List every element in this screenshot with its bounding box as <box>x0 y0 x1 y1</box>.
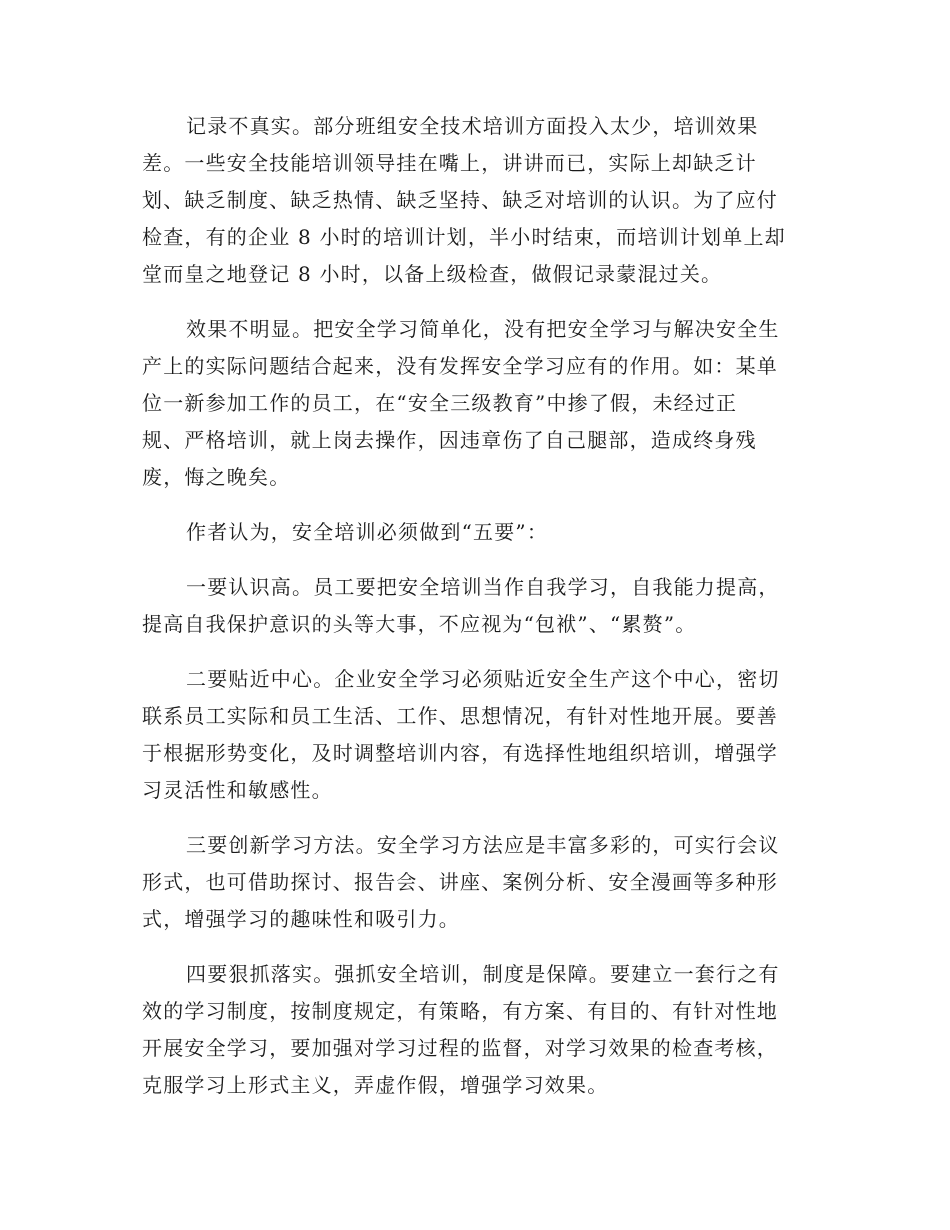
paragraph-requirement-two <box>142 661 802 809</box>
text-line: 效的学习制度，按制度规定，有策略，有方案、有目的、有针对性地 <box>142 999 778 1023</box>
text-line: 差。一些安全技能培训领导挂在嘴上，讲讲而已，实际上却缺乏计 <box>142 151 757 175</box>
text-line: 作者认为，安全培训必须做到“五要”： <box>186 520 549 544</box>
text-line: 形式，也可借助探讨、报告会、讲座、案例分析、安全漫画等多种形 <box>142 870 778 894</box>
text-line: 三要创新学习方法。安全学习方法应是丰富多彩的，可实行会议 <box>186 833 780 857</box>
paragraph-requirement-four <box>142 956 802 1104</box>
document-body <box>142 108 802 1122</box>
text-line: 克服学习上形式主义，弄虚作假，增强学习效果。 <box>142 1073 609 1097</box>
text-line: 一要认识高。员工要把安全培训当作自我学习，自我能力提高， <box>186 575 780 599</box>
paragraph-requirement-three <box>142 827 802 938</box>
text-line: 位一新参加工作的员工，在“安全三级教育”中掺了假，未经过正 <box>142 391 738 415</box>
text-line: 二要贴近中心。企业安全学习必须贴近安全生产这个中心，密切 <box>186 667 780 691</box>
text-line: 堂而皇之地登记 8 小时，以备上级检查，做假记录蒙混过关。 <box>142 262 723 286</box>
text-line: 效果不明显。把安全学习简单化，没有把安全学习与解决安全生 <box>186 317 780 341</box>
text-line: 于根据形势变化，及时调整培训内容，有选择性地组织培训，增强学 <box>142 741 778 765</box>
text-line: 产上的实际问题结合起来，没有发挥安全学习应有的作用。如：某单 <box>142 354 778 378</box>
text-line: 四要狠抓落实。强抓安全培训，制度是保障。要建立一套行之有 <box>186 962 780 986</box>
text-line: 式，增强学习的趣味性和吸引力。 <box>142 907 460 931</box>
paragraph-five-requirements-intro <box>142 514 802 551</box>
text-line: 划、缺乏制度、缺乏热情、缺乏坚持、缺乏对培训的认识。为了应付 <box>142 188 778 212</box>
text-line: 规、严格培训，就上岗去操作，因违章伤了自己腿部，造成终身残 <box>142 428 757 452</box>
text-line: 记录不真实。部分班组安全技术培训方面投入太少，培训效果 <box>186 114 759 138</box>
text-line: 检查，有的企业 8 小时的培训计划，半小时结束，而培训计划单上却 <box>142 225 786 249</box>
text-line: 废，悔之晚矣。 <box>142 465 291 489</box>
paragraph-training-records <box>142 108 802 293</box>
text-line: 联系员工实际和员工生活、工作、思想情况，有针对性地开展。要善 <box>142 704 778 728</box>
text-line: 开展安全学习，要加强对学习过程的监督，对学习效果的检查考核， <box>142 1036 778 1060</box>
paragraph-requirement-one <box>142 569 802 643</box>
text-line: 习灵活性和敏感性。 <box>142 778 333 802</box>
paragraph-effect-unclear <box>142 311 802 496</box>
text-line: 提高自我保护意识的头等大事，不应视为“包袱”、“累赘”。 <box>142 612 697 636</box>
